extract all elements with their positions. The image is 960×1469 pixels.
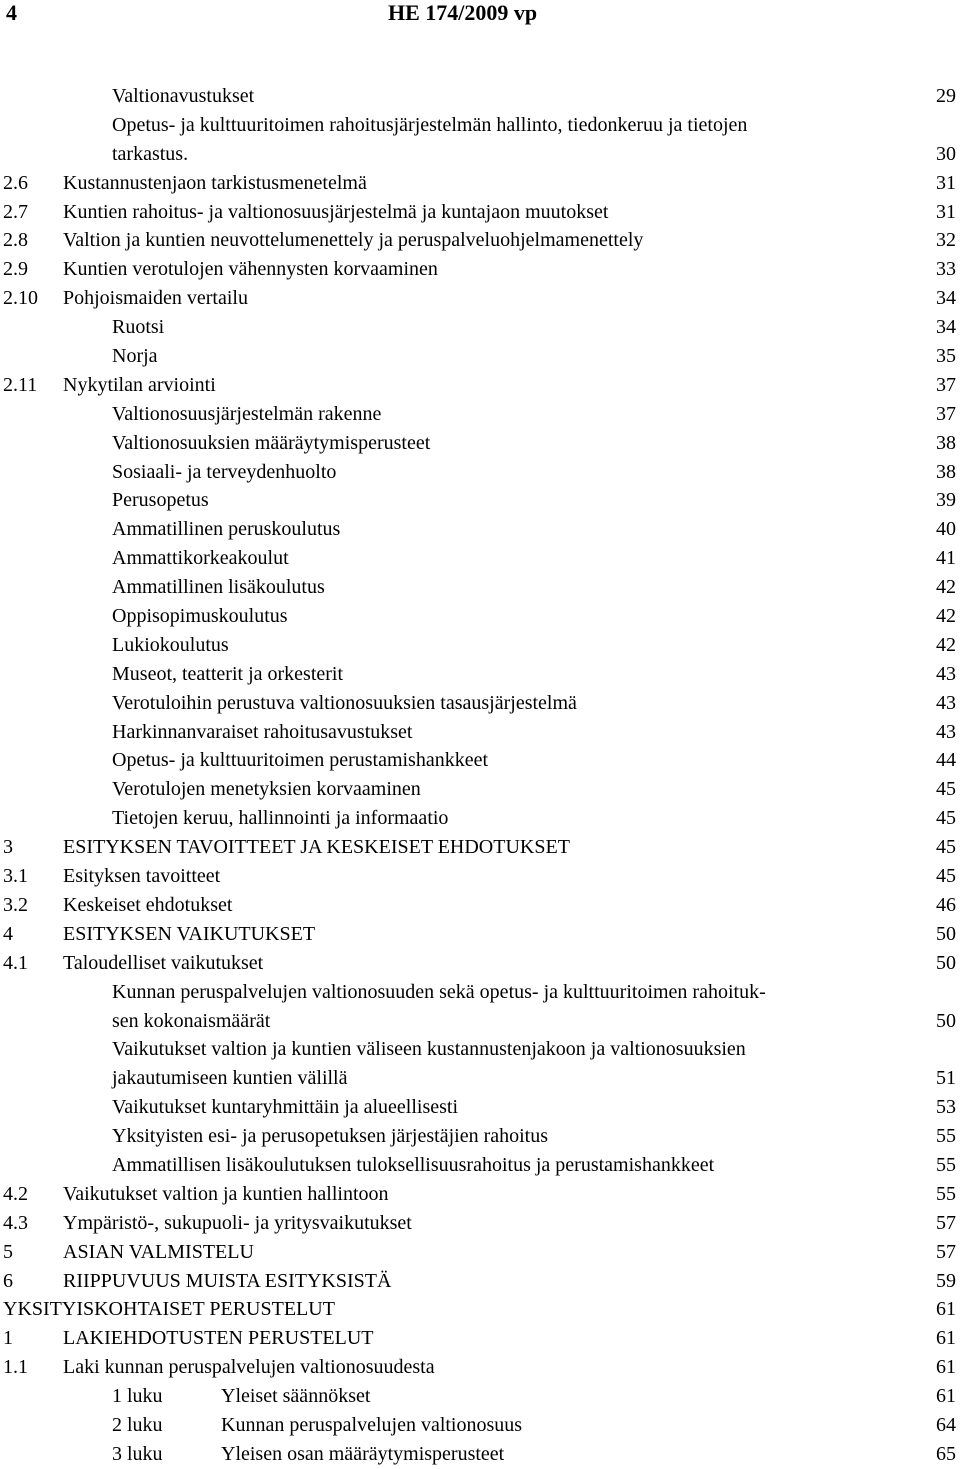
toc-chapter-number: 2 luku <box>112 1413 163 1436</box>
toc-entry <box>0 1122 960 1151</box>
toc-entry-title: Ammattikorkeakoulut <box>112 547 289 570</box>
toc-entry <box>0 140 960 169</box>
toc-entry-title: Ammatillinen lisäkoulutus <box>112 576 325 599</box>
toc-entry <box>0 429 960 458</box>
toc-entry <box>0 978 960 1007</box>
toc-entry-title: Ympäristö-, sukupuoli- ja yritysvaikutukset <box>63 1211 412 1234</box>
toc-entry-title: ASIAN VALMISTELU <box>63 1240 254 1263</box>
toc-entry-title: jakautumiseen kuntien välillä <box>112 1067 348 1090</box>
toc-entry <box>0 1353 960 1382</box>
toc-page-number: 51 <box>936 1064 956 1093</box>
toc-entry <box>0 111 960 140</box>
toc-entry <box>0 486 960 515</box>
toc-entry <box>0 400 960 429</box>
toc-entry <box>0 1267 960 1296</box>
toc-page-number: 61 <box>936 1353 956 1382</box>
toc-page-number: 50 <box>936 920 956 949</box>
toc-page-number: 57 <box>936 1238 956 1267</box>
page-header <box>0 0 960 40</box>
toc-page-number: 50 <box>936 949 956 978</box>
toc-entry-title: Yleisen osan määräytymisperusteet <box>221 1442 505 1465</box>
toc-page-number: 40 <box>936 515 956 544</box>
toc-entry-title: Vaikutukset valtion ja kuntien väliseen kustannustenjakoon ja valtionosuuksien <box>112 1038 746 1061</box>
toc-page-number: 31 <box>936 198 956 227</box>
toc-section-number: 4.3 <box>3 1211 28 1234</box>
toc-entry <box>0 891 960 920</box>
toc-entry-title: Norja <box>112 345 158 368</box>
toc-entry-title: Harkinnanvaraiset rahoitusavustukset <box>112 720 413 743</box>
toc-section-number: 1.1 <box>3 1356 28 1379</box>
toc-page-number: 57 <box>936 1209 956 1238</box>
toc-entry <box>0 1035 960 1064</box>
toc-page-number: 39 <box>936 486 956 515</box>
toc-entry-title: Ammatillinen peruskoulutus <box>112 518 341 541</box>
toc-entry <box>0 1411 960 1440</box>
toc-section-number: 5 <box>3 1240 13 1263</box>
toc-entry-title: Valtionosuuksien määräytymisperusteet <box>112 431 431 454</box>
toc-section-number: 2.9 <box>3 258 28 281</box>
toc-entry <box>0 515 960 544</box>
toc-entry <box>0 458 960 487</box>
toc-page-number: 30 <box>936 140 956 169</box>
toc-page-number: 33 <box>936 255 956 284</box>
toc-page-number: 45 <box>936 833 956 862</box>
toc-entry-title: ESITYKSEN TAVOITTEET JA KESKEISET EHDOTUKSET <box>63 836 570 859</box>
toc-entry <box>0 255 960 284</box>
toc-entry <box>0 198 960 227</box>
toc-entry <box>0 1238 960 1267</box>
toc-entry-title: Valtionosuusjärjestelmän rakenne <box>112 402 382 425</box>
toc-entry-title: Nykytilan arviointi <box>63 373 216 396</box>
toc-entry-title: tarkastus. <box>112 142 189 165</box>
toc-entry <box>0 775 960 804</box>
toc-entry-title: Oppisopimuskoulutus <box>112 605 288 628</box>
toc-entry <box>0 1180 960 1209</box>
toc-entry-title: Museot, teatterit ja orkesterit <box>112 662 344 685</box>
toc-entry <box>0 1151 960 1180</box>
toc-entry-title: Verotulojen menetyksien korvaaminen <box>112 778 421 801</box>
toc-entry <box>0 313 960 342</box>
toc-entry <box>0 920 960 949</box>
toc-entry <box>0 1440 960 1469</box>
toc-entry-title: Yleiset säännökset <box>221 1385 371 1408</box>
toc-section-number: 3.2 <box>3 893 28 916</box>
toc-section-number: 6 <box>3 1269 13 1292</box>
toc-section-number: 4.2 <box>3 1182 28 1205</box>
toc-entry <box>0 689 960 718</box>
toc-entry <box>0 660 960 689</box>
toc-entry-title: YKSITYISKOHTAISET PERUSTELUT <box>3 1298 335 1321</box>
toc-page-number: 46 <box>936 891 956 920</box>
toc-section-number: 2.10 <box>3 287 38 310</box>
toc-entry <box>0 284 960 313</box>
toc-entry-title: Kunnan peruspalvelujen valtionosuus <box>221 1413 523 1436</box>
toc-page-number: 34 <box>936 284 956 313</box>
toc-page-number: 42 <box>936 573 956 602</box>
toc-chapter-number: 1 luku <box>112 1385 163 1408</box>
toc-page-number: 53 <box>936 1093 956 1122</box>
toc-page-number: 37 <box>936 400 956 429</box>
toc-entry-title: LAKIEHDOTUSTEN PERUSTELUT <box>63 1327 374 1350</box>
toc-page-number: 38 <box>936 458 956 487</box>
toc-section-number: 4.1 <box>3 951 28 974</box>
document-id: HE 174/2009 vp <box>388 0 538 25</box>
toc-page-number: 61 <box>936 1382 956 1411</box>
toc-page-number: 44 <box>936 746 956 775</box>
toc-entry <box>0 1209 960 1238</box>
toc-entry-title: Valtion ja kuntien neuvottelumenettely ja peruspalveluohjelmamenettely <box>63 229 644 252</box>
toc-page-number: 31 <box>936 169 956 198</box>
toc-entry <box>0 631 960 660</box>
toc-page-number: 61 <box>936 1295 956 1324</box>
toc-entry <box>0 1324 960 1353</box>
toc-entry <box>0 833 960 862</box>
toc-section-number: 3 <box>3 836 13 859</box>
toc-entry-title: Kuntien verotulojen vähennysten korvaaminen <box>63 258 438 281</box>
toc-page-number: 43 <box>936 689 956 718</box>
toc-page-number: 42 <box>936 602 956 631</box>
toc-entry-title: Esityksen tavoitteet <box>63 865 221 888</box>
toc-entry <box>0 746 960 775</box>
toc-entry <box>0 949 960 978</box>
toc-entry <box>0 544 960 573</box>
toc-page-number: 45 <box>936 862 956 891</box>
toc-page-number: 35 <box>936 342 956 371</box>
toc-entry <box>0 1064 960 1093</box>
toc-page-number: 64 <box>936 1411 956 1440</box>
toc-entry-title: Kustannustenjaon tarkistusmenetelmä <box>63 171 367 194</box>
toc-entry-title: Verotuloihin perustuva valtionosuuksien tasausjärjestelmä <box>112 691 577 714</box>
toc-entry-title: Laki kunnan peruspalvelujen valtionosuudesta <box>63 1356 435 1379</box>
toc-page-number: 43 <box>936 718 956 747</box>
toc-entry <box>0 862 960 891</box>
toc-chapter-number: 3 luku <box>112 1442 163 1465</box>
toc-page-number: 55 <box>936 1122 956 1151</box>
toc-entry-title: Perusopetus <box>112 489 209 512</box>
toc-entry-title: Opetus- ja kulttuuritoimen perustamishankkeet <box>112 749 489 772</box>
toc-section-number: 2.7 <box>3 200 28 223</box>
toc-section-number: 2.8 <box>3 229 28 252</box>
toc-page-number: 45 <box>936 804 956 833</box>
toc-entry-title: Sosiaali- ja terveydenhuolto <box>112 460 337 483</box>
toc-page-number: 43 <box>936 660 956 689</box>
toc-entry-title: Pohjoismaiden vertailu <box>63 287 248 310</box>
toc-entry <box>0 226 960 255</box>
toc-entry-title: Lukiokoulutus <box>112 633 229 656</box>
toc-entry-title: Ruotsi <box>112 316 165 339</box>
toc-page-number: 65 <box>936 1440 956 1469</box>
toc-section-number: 4 <box>3 922 13 945</box>
toc-entry-title: Tietojen keruu, hallinnointi ja informaatio <box>112 807 449 830</box>
page-number: 4 <box>6 0 17 25</box>
toc-entry-title: Taloudelliset vaikutukset <box>63 951 264 974</box>
toc-page-number: 59 <box>936 1267 956 1296</box>
toc-page-number: 41 <box>936 544 956 573</box>
toc-entry <box>0 371 960 400</box>
toc-entry-title: Kuntien rahoitus- ja valtionosuusjärjestelmä ja kuntajaon muutokset <box>63 200 609 223</box>
toc-entry-title: Vaikutukset kuntaryhmittäin ja alueellisesti <box>112 1096 459 1119</box>
toc-page-number: 45 <box>936 775 956 804</box>
toc-entry <box>0 82 960 111</box>
toc-entry-title: RIIPPUVUUS MUISTA ESITYKSISTÄ <box>63 1269 392 1292</box>
toc-entry-title: Opetus- ja kulttuuritoimen rahoitusjärjestelmän hallinto, tiedonkeruu ja tietojen <box>112 113 748 136</box>
toc-page-number: 50 <box>936 1007 956 1036</box>
toc-entry <box>0 169 960 198</box>
toc-entry-title: Kunnan peruspalvelujen valtionosuuden sekä opetus- ja kulttuuritoimen rahoituk- <box>112 980 766 1003</box>
toc-entry <box>0 1382 960 1411</box>
toc-page-number: 42 <box>936 631 956 660</box>
toc-entry <box>0 573 960 602</box>
toc-entry <box>0 804 960 833</box>
toc-entry-title: sen kokonaismäärät <box>112 1009 271 1032</box>
toc-page-number: 61 <box>936 1324 956 1353</box>
toc-section-number: 2.11 <box>3 373 38 396</box>
toc-entry-title: ESITYKSEN VAIKUTUKSET <box>63 922 316 945</box>
toc-entry-title: Valtionavustukset <box>112 85 255 107</box>
toc-page-number: 38 <box>936 429 956 458</box>
toc-entry <box>0 602 960 631</box>
toc-entry-title: Ammatillisen lisäkoulutuksen tuloksellisuusrahoitus ja perustamishankkeet <box>112 1153 715 1176</box>
toc-section-number: 3.1 <box>3 865 28 888</box>
table-of-contents <box>0 82 960 1469</box>
toc-entry <box>0 1295 960 1324</box>
toc-entry <box>0 342 960 371</box>
toc-page-number: 55 <box>936 1180 956 1209</box>
toc-page-number: 55 <box>936 1151 956 1180</box>
toc-section-number: 2.6 <box>3 171 28 194</box>
toc-entry <box>0 1007 960 1036</box>
toc-page-number: 29 <box>936 82 956 111</box>
toc-entry <box>0 718 960 747</box>
toc-entry-title: Keskeiset ehdotukset <box>63 893 233 916</box>
toc-entry-title: Yksityisten esi- ja perusopetuksen järjestäjien rahoitus <box>112 1125 549 1148</box>
toc-entry <box>0 1093 960 1122</box>
toc-page-number: 32 <box>936 226 956 255</box>
toc-entry-title: Vaikutukset valtion ja kuntien hallintoon <box>63 1182 389 1205</box>
toc-page-number: 37 <box>936 371 956 400</box>
toc-section-number: 1 <box>3 1327 13 1350</box>
toc-page-number: 34 <box>936 313 956 342</box>
